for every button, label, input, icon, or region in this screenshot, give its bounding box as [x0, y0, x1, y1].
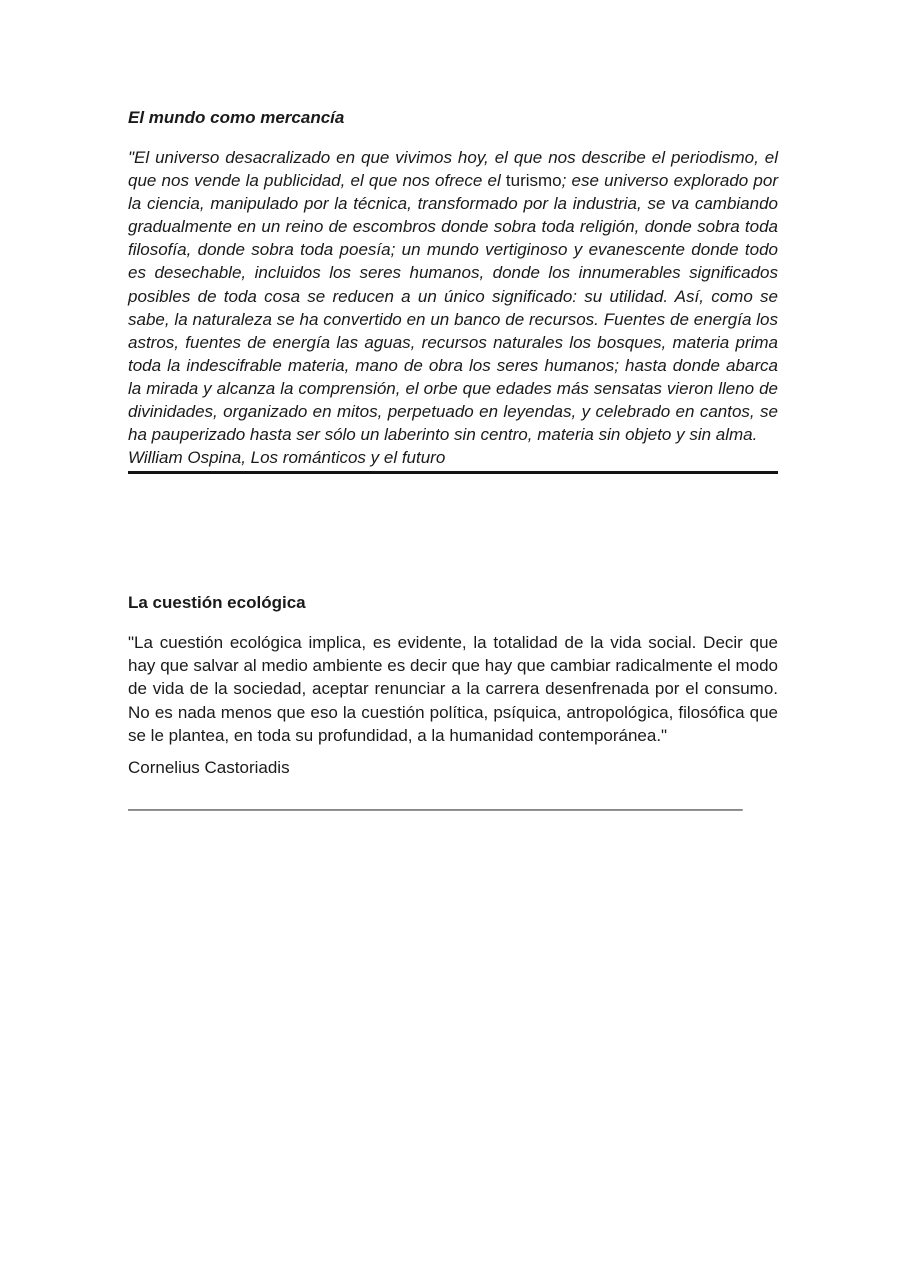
ospina-quote-part2: ; ese universo explorado por la ciencia, manipulado por la técnica, transformado por la industria, se va cambiando gradualmente en un reino de escombros donde sobra toda religión, donde sobra toda filosofía, donde sobra toda poesía; un mundo vertiginoso y evanescente donde todo es desechable, incluidos los seres humanos, donde los innumerables significados posibles de toda cosa se reducen a un único significado: su utilidad. Así, como se sabe, la naturaleza se ha convertido en un banco de recursos. Fuentes de energía los astros, fuentes de energía las aguas, recursos naturales los bosques, materia prima toda la indescifrable materia, mano de obra los seres humanos; hasta donde abarca la mirada y alcanza la comprensión, el orbe que edades más sensatas vieron lleno de divinidades, organizado en mitos, perpetuado en leyendas, y celebrado en cantos, se ha pauperizado hasta ser sólo un laberinto sin centro, materia sin objeto y sin alma. [128, 171, 778, 445]
ospina-quote-part1: "El universo desacralizado en que vivimos hoy, el que nos describe el periodismo, el que nos vende la publicidad, el que nos ofrece el [128, 148, 778, 191]
underscore-line: _________________________________________________________________ [128, 791, 743, 811]
section2-heading: La cuestión ecológica [128, 593, 306, 613]
ospina-attribution: William Ospina, Los románticos y el futuro [128, 448, 446, 468]
document-content [128, 108, 778, 813]
section1-heading: El mundo como mercancía [128, 108, 345, 127]
ospina-quote-paragraph [128, 146, 778, 446]
horizontal-rule [128, 471, 778, 474]
ospina-quote-upright-word: turismo [505, 171, 562, 191]
castoriadis-attribution: Cornelius Castoriadis [128, 757, 290, 777]
castoriadis-quote-paragraph: "La cuestión ecológica implica, es evidente, la totalidad de la vida social. Decir que hay que salvar al medio ambiente es decir que hay que cambiar radicalmente el modo de vida de la sociedad, aceptar renunciar a la carrera desenfrenada por el consumo. No es nada menos que eso la cuestión política, psíquica, antropológica, filosófica que se le plantea, en toda su profundidad, a la humanidad contemporánea." [128, 633, 778, 745]
